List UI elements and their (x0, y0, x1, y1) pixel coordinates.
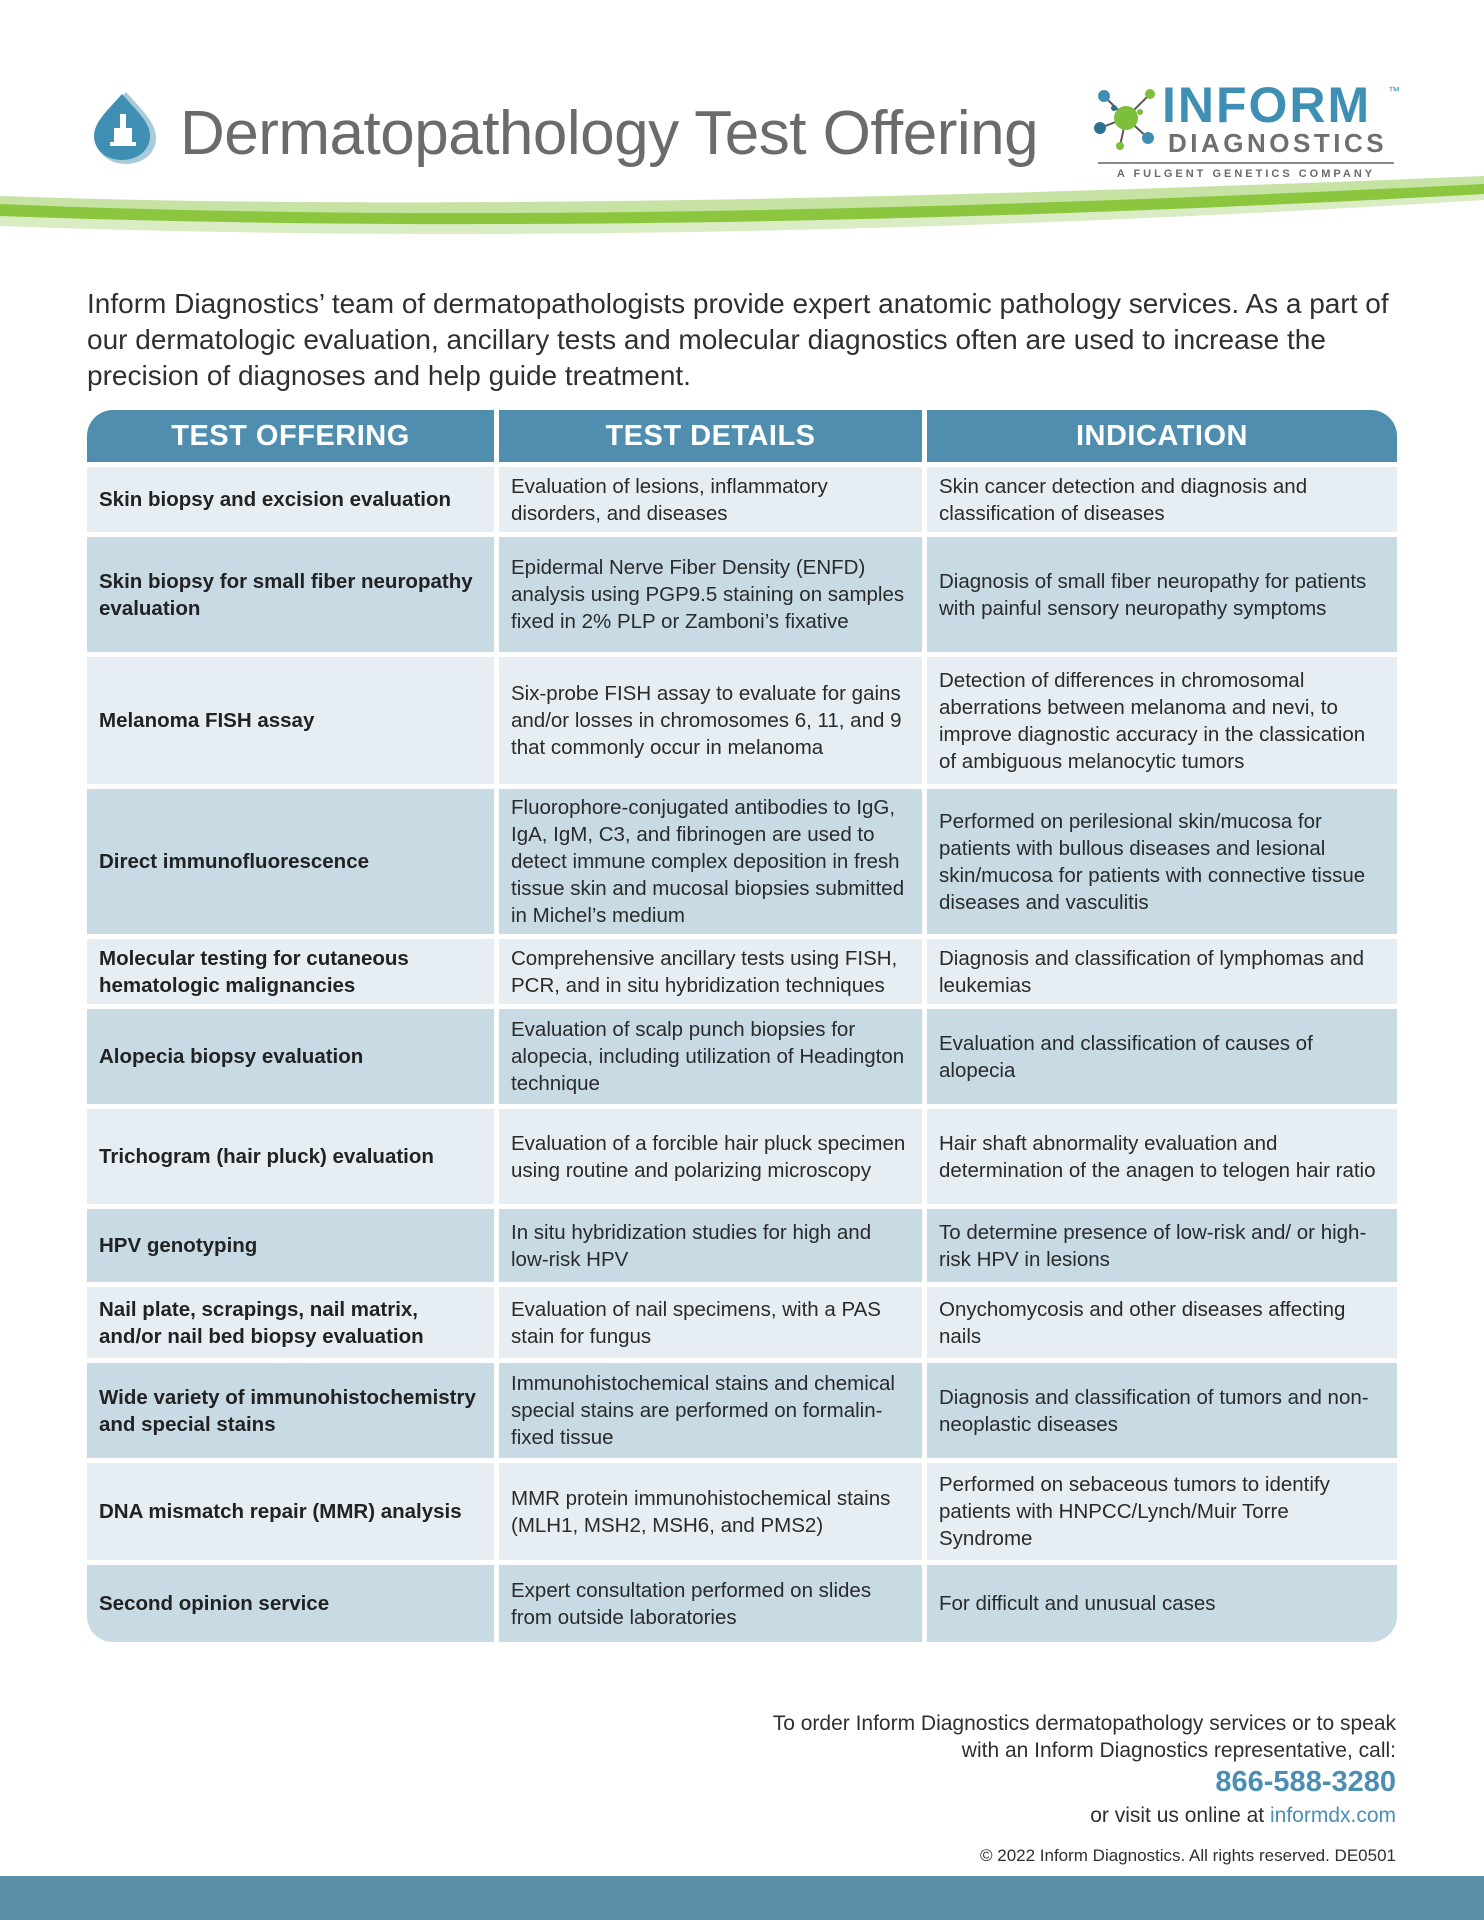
table-row (87, 1204, 1397, 1282)
indication-cell: Diagnosis and classification of tumors and non-neoplastic diseases (927, 1358, 1397, 1458)
offering-cell: Wide variety of immunohistochemistry and special stains (87, 1358, 499, 1458)
indication-cell: Performed on sebaceous tumors to identify patients with HNPCC/Lynch/Muir Torre Syndrome (927, 1458, 1397, 1560)
details-cell: Evaluation of lesions, inflammatory disorders, and diseases (499, 462, 927, 532)
indication-cell: Performed on perilesional skin/mucosa for patients with bullous diseases and lesional skin/mucosa for patients with connective tissue diseases and vasculitis (927, 784, 1397, 934)
contact-text (696, 1710, 1396, 1764)
table-row (87, 934, 1397, 1004)
table-row (87, 1282, 1397, 1358)
offering-cell: Alopecia biopsy evaluation (87, 1004, 499, 1104)
details-cell: In situ hybridization studies for high and low-risk HPV (499, 1204, 927, 1282)
column-header-test-details: TEST DETAILS (499, 410, 927, 462)
details-cell: Comprehensive ancillary tests using FISH, PCR, and in situ hybridization techniques (499, 934, 927, 1004)
details-cell: Evaluation of nail specimens, with a PAS stain for fungus (499, 1282, 927, 1358)
table-row (87, 462, 1397, 532)
offering-cell: Melanoma FISH assay (87, 652, 499, 784)
phone-number[interactable]: 866-588-3280 (1215, 1766, 1396, 1798)
table-header-row (87, 410, 1397, 462)
logo-divider (1098, 162, 1394, 164)
table-row (87, 652, 1397, 784)
indication-cell: Diagnosis of small fiber neuropathy for patients with painful sensory neuropathy symptoms (927, 532, 1397, 652)
microscope-slide-icon (90, 88, 162, 168)
indication-cell: Hair shaft abnormality evaluation and determination of the anagen to telogen hair ratio (927, 1104, 1397, 1204)
offering-cell: DNA mismatch repair (MMR) analysis (87, 1458, 499, 1560)
company-logo (1090, 77, 1410, 182)
logo-diagnostics-text: DIAGNOSTICS (1168, 128, 1388, 158)
page-title: Dermatopathology Test Offering (180, 99, 1039, 168)
column-header-indication: INDICATION (927, 410, 1397, 462)
details-cell: Epidermal Nerve Fiber Density (ENFD) analysis using PGP9.5 staining on samples fixed in 2% PLP or Zamboni’s fixative (499, 532, 927, 652)
website-link[interactable]: informdx.com (1269, 1804, 1396, 1827)
indication-cell: For difficult and unusual cases (927, 1560, 1397, 1642)
offering-cell: Skin biopsy for small fiber neuropathy evaluation (87, 532, 499, 652)
logo-tagline: A FULGENT GENETICS COMPANY (1116, 168, 1376, 180)
visit-online-text (1090, 1804, 1396, 1828)
table-row (87, 1104, 1397, 1204)
offering-cell: Nail plate, scrapings, nail matrix, and/or nail bed biopsy evaluation (87, 1282, 499, 1358)
details-cell: Evaluation of a forcible hair pluck specimen using routine and polarizing microscopy (499, 1104, 927, 1204)
contact-line-1: To order Inform Diagnostics dermatopathology services or to speak (772, 1712, 1396, 1735)
offering-cell: Direct immunofluorescence (87, 784, 499, 934)
indication-cell: Evaluation and classification of causes of alopecia (927, 1004, 1397, 1104)
column-header-test-offering: TEST OFFERING (87, 410, 499, 462)
offering-cell: Second opinion service (87, 1560, 499, 1642)
indication-cell: Detection of differences in chromosomal aberrations between melanoma and nevi, to improve diagnostic accuracy in the classication of ambiguous melanocytic tumors (927, 652, 1397, 784)
indication-cell: Onychomycosis and other diseases affecting nails (927, 1282, 1397, 1358)
table-row (87, 1004, 1397, 1104)
visit-prefix: or visit us online at (1090, 1804, 1270, 1827)
details-cell: Evaluation of scalp punch biopsies for alopecia, including utilization of Headington technique (499, 1004, 927, 1104)
indication-cell: Diagnosis and classification of lymphomas and leukemias (927, 934, 1397, 1004)
indication-cell: Skin cancer detection and diagnosis and classification of diseases (927, 462, 1397, 532)
details-cell: Fluorophore-conjugated antibodies to IgG, IgA, IgM, C3, and fibrinogen are used to detect immune complex deposition in fresh tissue skin and mucosal biopsies submitted in Michel’s medium (499, 784, 927, 934)
copyright-notice: © 2022 Inform Diagnostics. All rights reserved. DE0501 (979, 1846, 1396, 1865)
table-row (87, 1358, 1397, 1458)
offering-cell: Skin biopsy and excision evaluation (87, 462, 499, 532)
molecule-logo-icon (1090, 82, 1162, 154)
table-row (87, 1560, 1397, 1642)
table-row (87, 784, 1397, 934)
details-cell: Six-probe FISH assay to evaluate for gains and/or losses in chromosomes 6, 11, and 9 that commonly occur in melanoma (499, 652, 927, 784)
details-cell: Expert consultation performed on slides from outside laboratories (499, 1560, 927, 1642)
logo-trademark: ™ (1388, 84, 1400, 98)
intro-paragraph: Inform Diagnostics’ team of dermatopathologists provide expert anatomic pathology services. As a part of our dermatologic evaluation, ancillary tests and molecular diagnostics often are used to increase the precision of diagnoses and help guide treatment. (87, 288, 1389, 391)
details-cell: Immunohistochemical stains and chemical special stains are performed on formalin-fixed tissue (499, 1358, 927, 1458)
table-row (87, 1458, 1397, 1560)
header (0, 0, 1484, 250)
logo-inform-text: INFORM (1162, 77, 1372, 133)
offering-cell: Molecular testing for cutaneous hematologic malignancies (87, 934, 499, 1004)
offering-cell: HPV genotyping (87, 1204, 499, 1282)
details-cell: MMR protein immunohistochemical stains (MLH1, MSH2, MSH6, and PMS2) (499, 1458, 927, 1560)
offering-cell: Trichogram (hair pluck) evaluation (87, 1104, 499, 1204)
contact-line-2: with an Inform Diagnostics representative, call: (961, 1739, 1396, 1762)
decorative-swoosh (0, 170, 1484, 250)
test-offering-table (87, 410, 1397, 1642)
indication-cell: To determine presence of low-risk and/ or high-risk HPV in lesions (927, 1204, 1397, 1282)
table-row (87, 532, 1397, 652)
bottom-bar (0, 1876, 1484, 1920)
